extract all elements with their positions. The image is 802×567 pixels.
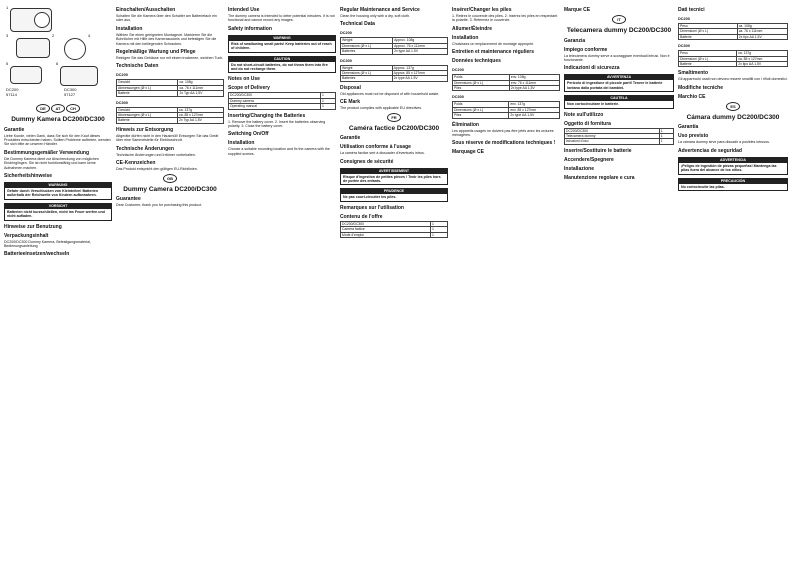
camera-lens [34, 12, 50, 28]
table-row: Dimensions (Ø x L) Approx. 76 x 111mm [341, 43, 448, 48]
scope-table [340, 221, 448, 238]
heading: Guarantee [116, 196, 141, 202]
section-title: Telecamera dummy DC200/DC300 [566, 27, 672, 34]
heading: Indicazioni di sicurezza [564, 65, 620, 72]
figure-number: 5 [6, 61, 9, 66]
heading: CE-Kennzeichen [116, 160, 156, 167]
table-row: Poids env. 108g [453, 75, 560, 80]
caution-text: Ne pas court-circuiter les piles. [343, 195, 397, 200]
table-row: Batterie 2x tipo AA 1,5V [679, 62, 788, 67]
battery-compartment-drawing [64, 38, 86, 60]
table-row: Telecamera dummy 1 [565, 133, 674, 138]
figure-number: 1 [6, 5, 9, 10]
heading: Intended Use [228, 7, 260, 13]
column-it [564, 4, 674, 182]
heading: Dati tecnici [678, 7, 705, 13]
caution-text: Non cortocircuitare le batterie. [567, 102, 620, 107]
heading: Oggetto di fornitura [564, 120, 611, 127]
table-row: Gewicht ca. 137g [117, 107, 224, 112]
table-row: Dimensioni (Ø x L) ca. 85 x 127mm [679, 56, 788, 61]
heading: Garanzia [564, 37, 586, 44]
table-row: Piles 2x type AA 1,5V [453, 113, 560, 118]
lang-badge: ES [726, 102, 740, 111]
caution-label: PRUDENCE [341, 189, 447, 194]
caution-label: PRECAUCIÓN [679, 179, 787, 184]
warning-text: Risque d'ingestion de petites pièces ! Tenir les piles hors de portée des enfants. [343, 174, 441, 183]
heading: CE Mark [340, 99, 361, 106]
table-row: DC200/DC300 1 [229, 93, 336, 98]
product-figure [4, 4, 112, 102]
heading: Utilisation conforme à l'usage [340, 144, 411, 151]
lang-badge: IT [612, 15, 626, 24]
heading: Entretien et maintenance réguliers [452, 49, 534, 56]
model-heading: DC200 [116, 73, 128, 78]
spec-table [452, 101, 560, 118]
paragraph: Gli apparecchi usati non devono essere smaltiti con i rifiuti domestici. [678, 77, 788, 82]
paragraph: 1. Retirez le couvercle des piles. 2. Insérez les piles en respectant la polarité. 3. Refermez le couvercle. [452, 14, 558, 23]
language-badges [340, 113, 448, 122]
heading: Contenu de l'offre [340, 213, 383, 220]
heading: Sicherheitshinweise [4, 172, 53, 179]
paragraph: Choose a suitable mounting location and fix the camera with the supplied screws. [228, 147, 330, 156]
article-code: 57114 [6, 92, 17, 97]
warning-text: Pericolo di ingestione di piccole parti! Tenere le batterie lontano dalla portata dei bambini. [567, 81, 663, 90]
language-badges [678, 102, 788, 111]
heading: Allumer/Éteindre [452, 25, 493, 32]
camera-bracket-drawing [60, 66, 98, 86]
column-en-fr [340, 4, 448, 241]
paragraph: Altgeräte dürfen nicht in den Hausmüll! Entsorgen Sie das Gerät über eine Sammelstelle für Elektroschrott. [116, 133, 219, 143]
section-title: Dummy Kamera DC200/DC300 [11, 116, 105, 123]
heading: Advertencias de seguridad [678, 147, 742, 154]
table-row: Batterie 2x tipo AA 1,5V [679, 34, 788, 39]
heading: Élimination [452, 121, 479, 128]
warning-box [678, 157, 788, 175]
caution-box [340, 188, 448, 201]
table-row: Gewicht ca. 108g [117, 80, 224, 85]
model-heading: DC300 [452, 95, 464, 100]
lang-badge: FR [387, 113, 401, 122]
heading: Hinweis zur Entsorgung [116, 126, 174, 133]
table-row: Weight Approx. 108g [341, 38, 448, 43]
spec-table [116, 107, 224, 124]
heading: Disposal [340, 84, 361, 91]
table-row: Weight Approx. 137g [341, 65, 448, 70]
heading: Smaltimento [678, 70, 709, 77]
column-it-es [678, 4, 788, 194]
warning-label: WARNING [229, 36, 335, 41]
model-heading: DC300 [678, 44, 690, 49]
heading: Technical Data [340, 21, 375, 28]
paragraph: The product complies with applicable EU directives. [340, 106, 423, 111]
caution-box [228, 56, 336, 74]
heading: Installation [228, 140, 255, 147]
caution-box [678, 178, 788, 191]
warning-box [564, 74, 674, 92]
section-title: Dummy Camera DC200/DC300 [123, 185, 217, 193]
caution-text: Do not short-circuit batteries, do not throw them into fire and do not recharge them. [231, 62, 328, 72]
heading: Technische Änderungen [116, 145, 174, 152]
table-row: Batterie 2x Typ AA 1,5V [117, 118, 224, 123]
section-title: Caméra factice DC200/DC300 [348, 124, 440, 132]
section-title: Cámara dummy DC200/DC300 [686, 113, 780, 121]
heading: Impiego conforme [564, 46, 608, 53]
heading: Marque CE [564, 7, 591, 13]
paragraph: La caméra factice sert à dissuader d'éventuels intrus. [340, 151, 425, 156]
figure-number: 6 [56, 61, 59, 66]
table-row: Batteries 2x type AA 1.5V [341, 49, 448, 54]
paragraph: Dear Customer, thank you for purchasing this product. [116, 203, 203, 207]
paragraph: Old appliances must not be disposed of with household waste. [340, 91, 440, 96]
heading: Données techniques [452, 58, 501, 65]
paragraph: Die Dummy Kamera dient zur Abschreckung von möglichen Eindringlingen. Sie ist nicht funktionsfähig und kann keine Aufnahmen machen. [4, 156, 99, 170]
heading: Insérer/Changer les piles [452, 7, 512, 13]
table-row: Abmessungen (Ø x L) ca. 85 x 127mm [117, 113, 224, 118]
heading: Installazione [564, 165, 595, 172]
paragraph: Wählen Sie einen geeigneten Montageort. Markieren Sie die Bohrlöcher mit Hilfe des Kamerasockels und befestigen Sie die Kamera mit den beiliegenden Schrauben. [116, 32, 217, 46]
model-heading: DC200 [452, 68, 464, 73]
table-row: Dummy camera 1 [229, 98, 336, 103]
table-row: Piles 2x type AA 1,5V [453, 86, 560, 91]
heading: Technische Daten [116, 63, 159, 70]
caution-box [4, 203, 112, 221]
model-heading: DC200 [340, 31, 352, 36]
figure-number: 4 [88, 33, 91, 38]
heading: Verpackungsinhalt [4, 232, 49, 239]
caution-label: CAUTELA [565, 96, 673, 101]
paragraph: DC200/DC300 Dummy Kamera, Befestigungsmaterial, Bedienungsanleitung [4, 239, 91, 248]
table-row: Abmessungen (Ø x L) ca. 76 x 111mm [117, 85, 224, 90]
heading: Accendere/Spegnere [564, 156, 614, 163]
heading: Installation [452, 34, 479, 41]
warning-label: WARNUNG [5, 183, 111, 188]
paragraph: Schalten Sie die Kamera über den Schalter am Batteriefach ein oder aus. [116, 14, 217, 23]
scope-table [228, 92, 336, 109]
spec-table [678, 23, 788, 40]
lang-badge: DE [36, 104, 50, 113]
table-row: DC200/DC300 1 [565, 128, 674, 133]
camera-side-drawing [10, 66, 42, 84]
heading: Garantía [678, 124, 699, 131]
paragraph: Clean the housing only with a dry, soft cloth. [340, 14, 411, 18]
heading: Regelmäßige Wartung und Pflege [116, 49, 196, 56]
model-label: DC200 [6, 87, 19, 92]
spec-table [116, 79, 224, 96]
column-de-2 [116, 4, 224, 209]
camera-mount-drawing [16, 38, 50, 58]
heading: Installation [116, 25, 143, 32]
paragraph: La cámara dummy sirve para disuadir a posibles intrusos. [678, 140, 770, 145]
spec-table [340, 37, 448, 54]
heading: Marchio CE [678, 93, 706, 100]
heading: Modifiche tecniche [678, 84, 724, 91]
heading: Remarques sur l'utilisation [340, 204, 404, 211]
table-row: Operating manual 1 [229, 104, 336, 109]
paragraph: The dummy camera is intended to deter potential intruders. It is not functional and cannot record any images. [228, 14, 335, 23]
figure-number: 2 [52, 33, 55, 38]
heading: Hinweise zur Benutzung [4, 223, 62, 230]
caution-text: Batterien nicht kurzschließen, nicht ins Feuer werfen und nicht aufladen. [7, 209, 105, 219]
heading: Marquage CE [452, 149, 484, 156]
heading: Manutenzione regolare e cura [564, 174, 635, 181]
table-row: Batteries 2x type AA 1.5V [341, 76, 448, 81]
heading: Sous réserve de modifications techniques ! [452, 140, 556, 147]
heading: Scope of Delivery [228, 85, 270, 92]
model-heading: DC300 [340, 58, 352, 63]
warning-label: ADVERTENCIA [679, 158, 787, 163]
warning-box [340, 168, 448, 186]
heading: Consignes de sécurité [340, 158, 394, 165]
warning-text: Gefahr durch Verschlucken von Kleinteilen! Batterien außerhalb der Reichweite von Kindern aufbewahren. [7, 188, 99, 198]
spec-table [452, 74, 560, 91]
heading: Inserting/Changing the Batteries [228, 112, 306, 119]
column-en [228, 4, 336, 158]
article-code: 57127 [64, 92, 76, 97]
caution-label: VORSICHT [5, 204, 111, 209]
table-row: Peso ca. 137g [679, 51, 788, 56]
heading: Note sull'utilizzo [564, 111, 604, 118]
language-badges [4, 104, 112, 113]
table-row: Mode d'emploi 1 [341, 232, 448, 237]
paragraph: Das Produkt entspricht den gültigen EU-Richtlinien. [116, 167, 198, 172]
heading: Bestimmungsgemäßer Verwendung [4, 149, 90, 156]
heading: Einschalten/Ausschalten [116, 7, 176, 13]
table-row: Peso ca. 108g [679, 24, 788, 29]
caution-box [564, 95, 674, 108]
lang-badge: CH [66, 104, 80, 113]
warning-box [4, 182, 112, 200]
warning-box [228, 35, 336, 53]
column-fr [452, 4, 560, 156]
caution-label: CAUTION [229, 57, 335, 62]
lang-badge: GB [163, 174, 177, 183]
table-row: Dimensions (Ø x L) Approx. 85 x 127mm [341, 71, 448, 76]
heading: Switching On/Off [228, 131, 269, 138]
model-heading: DC300 [116, 100, 128, 105]
model-label: DC300 [64, 87, 77, 92]
heading: Regular Maintenance and Service [340, 7, 420, 13]
table-row: Caméra factice 1 [341, 227, 448, 232]
table-row: Dimensions (Ø x L) env. 85 x 127mm [453, 107, 560, 112]
warning-label: AVERTISSEMENT [341, 169, 447, 174]
heading: Uso previsto [678, 133, 709, 140]
table-row: DC200/DC300 1 [341, 221, 448, 226]
heading: Safety information [228, 25, 272, 32]
lang-badge: AT [51, 104, 65, 113]
heading: Garantie [340, 135, 361, 142]
paragraph: Reinigen Sie das Gehäuse nur mit einem trockenen, weichen Tuch. [116, 56, 224, 61]
heading: Notes on Use [228, 76, 260, 83]
table-row: Istruzioni d'uso 1 [565, 139, 674, 144]
spec-table [678, 50, 788, 67]
paragraph: La telecamera dummy serve a scoraggiare eventuali intrusi. Non è funzionante. [564, 53, 670, 62]
table-row: Batterie 2x Typ AA 1,5V [117, 91, 224, 96]
table-row: Poids env. 137g [453, 102, 560, 107]
warning-text: Risk of swallowing small parts! Keep batteries out of reach of children. [231, 41, 332, 51]
heading: Batterieeinsetzen/wechseln [4, 251, 70, 258]
warning-text: ¡Peligro de ingestión de piezas pequeñas! Mantenga las pilas fuera del alcance de los niños. [681, 163, 777, 173]
paragraph: 1. Remove the battery cover. 2. Insert the batteries observing polarity. 3. Close the battery cover. [228, 119, 326, 129]
scope-table [564, 128, 674, 145]
language-badges [116, 174, 224, 183]
table-row: Dimensions (Ø x L) env. 76 x 111mm [453, 80, 560, 85]
heading: Garantie [4, 126, 25, 133]
spec-table [340, 65, 448, 82]
table-row: Dimensioni (Ø x L) ca. 76 x 111mm [679, 29, 788, 34]
caution-text: No cortocircuite las pilas. [681, 184, 725, 189]
paragraph: Technische Änderungen und Irrtümer vorbehalten. [116, 152, 196, 157]
paragraph: Choisissez un emplacement de montage approprié. [452, 41, 535, 46]
warning-label: AVVERTENZA [565, 75, 673, 80]
paragraph: Les appareils usagés ne doivent pas être jetés avec les ordures ménagères. [452, 128, 554, 138]
language-badges [564, 15, 674, 24]
paragraph: Liebe Kunde, vielen Dank, dass Sie sich für den Kauf dieses Produktes entschieden haben. Sollten Probleme auftreten, wenden Sie sich bitte an unseren Händler. [4, 133, 111, 147]
column-de [4, 4, 112, 258]
figure-number: 3 [6, 33, 9, 38]
heading: Inserire/Sostituire le batterie [564, 147, 632, 154]
model-heading: DC200 [678, 17, 690, 21]
